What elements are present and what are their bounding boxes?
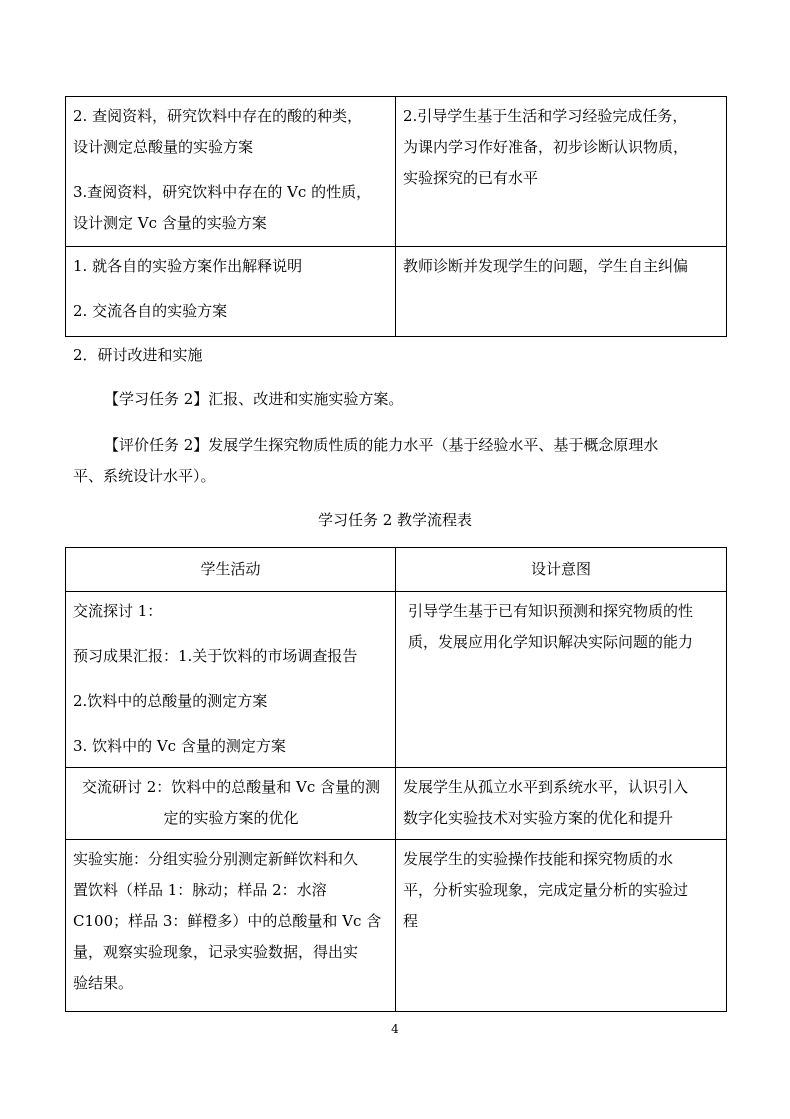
table-caption: 学习任务 2 教学流程表 bbox=[317, 511, 473, 529]
column-header-student-activity: 学生活动 bbox=[66, 548, 396, 592]
cell-text: 发展学生的实验操作技能和探究物质的水 bbox=[403, 850, 674, 868]
table-cell bbox=[396, 840, 727, 1012]
section-heading: 2．研讨改进和实施 bbox=[73, 346, 203, 364]
continued-table bbox=[65, 96, 727, 337]
cell-text: 2.饮料中的总酸量的测定方案 bbox=[73, 692, 268, 710]
cell-text: 2. 查阅资料，研究饮料中存在的酸的种类， bbox=[73, 107, 363, 125]
table-cell bbox=[66, 97, 396, 247]
cell-text: 3.查阅资料，研究饮料中存在的 Vc 的性质， bbox=[73, 183, 372, 201]
cell-text: 2. 交流各自的实验方案 bbox=[73, 302, 228, 320]
learning-task-paragraph: 【学习任务 2】汇报、改进和实施实验方案。 bbox=[104, 390, 404, 408]
cell-text: 交流研讨 2：饮料中的总酸量和 Vc 含量的测 bbox=[81, 778, 381, 796]
table-cell bbox=[396, 97, 727, 247]
cell-text: 数字化实验技术对实验方案的优化和提升 bbox=[403, 809, 674, 827]
teaching-flow-table bbox=[65, 547, 727, 1012]
page-number: 4 bbox=[391, 1022, 399, 1036]
cell-text: 量，观察实验现象，记录实验数据，得出实 bbox=[73, 943, 359, 961]
cell-text: 实验实施：分组实验分别测定新鲜饮料和久 bbox=[73, 850, 359, 868]
cell-text: 平，分析实验现象，完成定量分析的实验过 bbox=[403, 881, 689, 899]
table-cell bbox=[66, 768, 396, 840]
cell-text: 教师诊断并发现学生的问题，学生自主纠偏 bbox=[403, 257, 689, 275]
table-row bbox=[66, 97, 727, 247]
table-cell bbox=[66, 247, 396, 337]
table-cell bbox=[396, 768, 727, 840]
cell-text: 验结果。 bbox=[73, 974, 134, 992]
table-cell bbox=[396, 247, 727, 337]
cell-text: 3. 饮料中的 Vc 含量的测定方案 bbox=[73, 737, 286, 755]
cell-text: 定的实验方案的优化 bbox=[163, 809, 299, 827]
cell-text: 置饮料（样品 1：脉动；样品 2：水溶 bbox=[73, 881, 327, 899]
table-header-row bbox=[66, 548, 727, 592]
table-cell bbox=[396, 592, 727, 768]
table-row bbox=[66, 840, 727, 1012]
table-cell bbox=[66, 592, 396, 768]
cell-text: 为课内学习作好准备，初步诊断认识物质， bbox=[403, 138, 689, 156]
cell-text: 引导学生基于已有知识预测和探究物质的性 bbox=[408, 602, 694, 620]
column-header-design-intent: 设计意图 bbox=[396, 548, 727, 592]
evaluation-task-line-2: 平、系统设计水平）。 bbox=[73, 467, 216, 485]
table-row bbox=[66, 247, 727, 337]
cell-text: 设计测定总酸量的实验方案 bbox=[73, 138, 254, 156]
cell-text: 实验探究的已有水平 bbox=[403, 169, 539, 187]
cell-text: 交流探讨 1： bbox=[73, 602, 163, 620]
table-row bbox=[66, 768, 727, 840]
cell-text: 2.引导学生基于生活和学习经验完成任务， bbox=[403, 107, 688, 125]
evaluation-task-line-1: 【评价任务 2】发展学生探究物质性质的能力水平（基于经验水平、基于概念原理水 bbox=[104, 436, 659, 454]
table-cell bbox=[66, 840, 396, 1012]
cell-text: 设计测定 Vc 含量的实验方案 bbox=[73, 214, 267, 232]
cell-text: 发展学生从孤立水平到系统水平，认识引入 bbox=[403, 778, 689, 796]
cell-text: C100；样品 3：鲜橙多）中的总酸量和 Vc 含 bbox=[73, 912, 382, 930]
cell-text: 1. 就各自的实验方案作出解释说明 bbox=[73, 257, 303, 275]
table-row bbox=[66, 592, 727, 768]
cell-text: 程 bbox=[403, 912, 419, 930]
cell-text: 质，发展应用化学知识解决实际问题的能力 bbox=[408, 633, 694, 651]
cell-text: 预习成果汇报：1.关于饮料的市场调查报告 bbox=[73, 647, 358, 665]
